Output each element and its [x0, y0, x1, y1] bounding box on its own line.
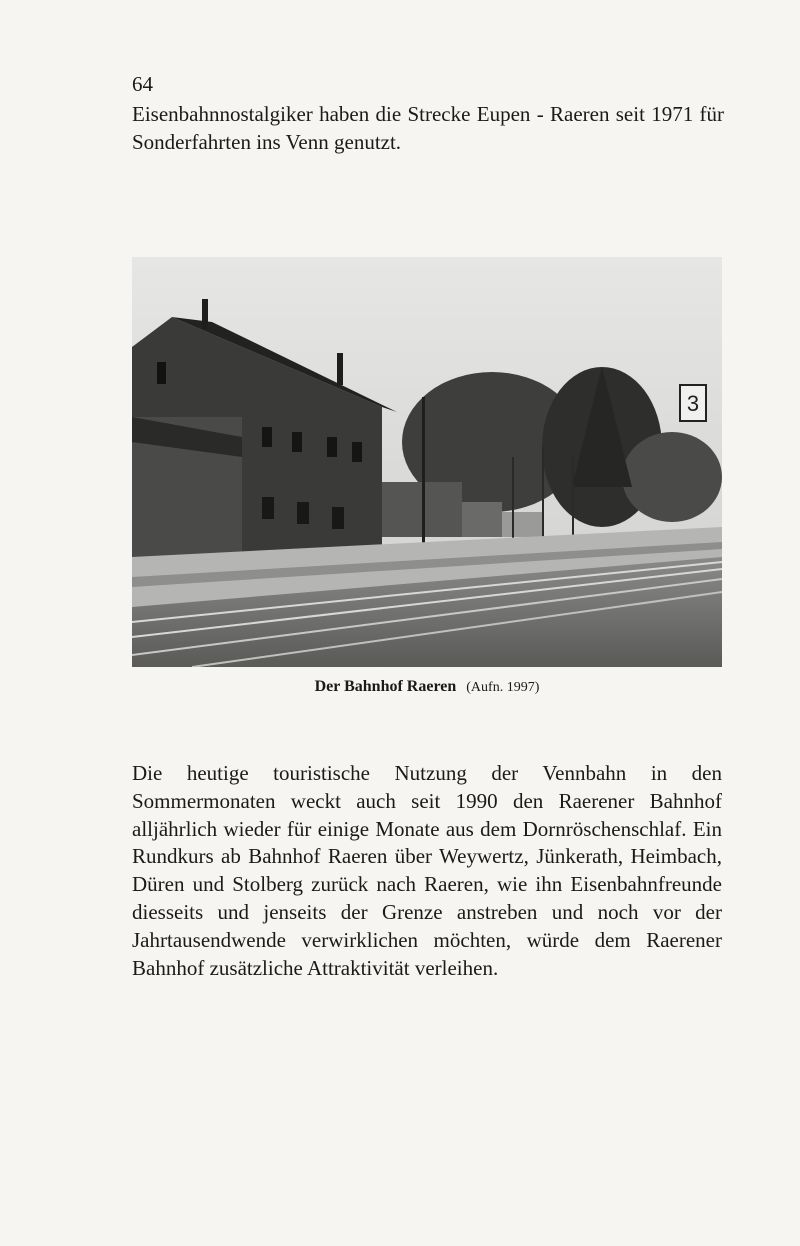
photo-caption — [132, 678, 722, 696]
caption-title: Der Bahnhof Raeren — [314, 678, 457, 695]
station-photo-image — [132, 257, 722, 667]
page-number: 64 — [132, 72, 153, 96]
body-paragraph: Die heutige touristische Nutzung der Vennbahn in den Sommermonaten weckt auch seit 1990 den Raerener Bahnhof alljährlich wieder für einige Monate aus dem Dornröschenschlaf. Ein Rundkurs ab Bahnhof Raeren über Weywertz, Jünkerath, Heimbach, Düren und Stolberg zurück nach Raeren, wie ihn Eisenbahnfreunde diesseits und jenseits der Grenze anstreben und noch vor der Jahrtausendwende verwirklichen möchten, würde dem Raerener Bahnhof zusätzliche Attraktivität verleihen. — [132, 761, 722, 980]
station-photo — [132, 257, 722, 667]
intro-paragraph: Eisenbahnnostalgiker haben die Strecke Eupen - Raeren seit 1971 für Sonderfahrten ins Venn genutzt. — [132, 102, 724, 154]
caption-credit: (Aufn. 1997) — [466, 680, 540, 695]
platform-sign-number: 3 — [686, 391, 700, 416]
